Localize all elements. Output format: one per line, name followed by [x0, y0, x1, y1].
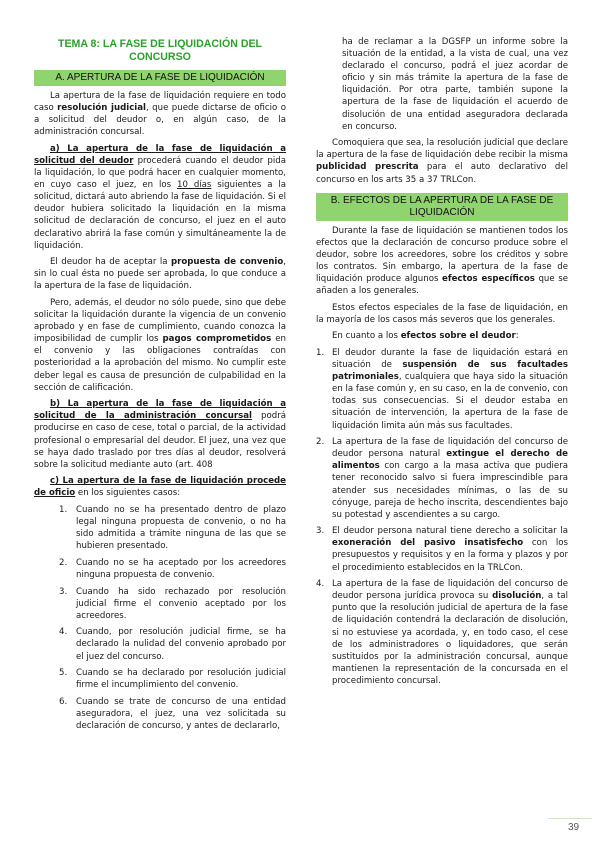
oficio-cases-list	[34, 504, 286, 732]
paragraph: c) La apertura de la fase de liquidación procede de oficio en los siguientes casos:	[34, 476, 286, 499]
section-b-heading: B. EFECTOS DE LA APERTURA DE LA FASE DE LIQUIDACIÓN	[316, 193, 568, 221]
paragraph: a) La apertura de la fase de liquidación a solicitud del deudor procederá cuando el deudor pida la liquidación, lo que podrá hacer en cualquier momento, en cuyo caso el juez, en los 10 días siguientes a la solicitud, dictará auto abriendo la fase de liquidación. Si el deudor hubiera solicitado la liquidación en la misma solicitud de declaración de concurso, el juez en el auto declarativo abrirá la fase común y simultáneamente la de liquidación.	[34, 143, 286, 251]
paragraph: Estos efectos especiales de la fase de liquidación, en la mayoría de los casos más severos que los generales.	[316, 302, 568, 325]
paragraph: La apertura de la fase de liquidación requiere en todo caso resolución judicial, que puede dictarse de oficio o a solicitud del deudor o, en algún caso, de la administración concursal.	[34, 91, 286, 138]
paragraph: El deudor ha de aceptar la propuesta de convenio, sin lo cual ésta no puede ser aprobada, lo que conduce a la apertura de la fase de liquidación.	[34, 257, 286, 292]
paragraph: Comoquiera que sea, la resolución judicial que declare la apertura de la fase de liquidación debe recibir la misma publicidad prescrita para el auto declarativo del concurso en los arts 35 a 37 TRLCon.	[316, 138, 568, 185]
list-item: 3. Cuando ha sido rechazado por resolución judicial firme el convenio aceptado por los acreedores.	[59, 586, 286, 621]
list-item: 2. Cuando no se ha aceptado por los acreedores ninguna propuesta de convenio.	[59, 557, 286, 580]
paragraph: En cuanto a los efectos sobre el deudor:	[332, 331, 519, 342]
section-a-heading: A. APERTURA DE LA FASE DE LIQUIDACIÓN	[34, 70, 286, 86]
right-column	[316, 36, 568, 692]
footer-divider	[548, 818, 592, 819]
paragraph: Durante la fase de liquidación se mantienen todos los efectos que la declaración de concurso produce sobre el deudor, sobre los acreedores, sobre los créditos y sobre los contratos. Sin embargo, la apertura de la fase de liquidación produce algunos efectos específicos que se añaden a los generales.	[316, 225, 568, 297]
debtor-effects-list	[316, 347, 568, 687]
list-item: 1. El deudor durante la fase de liquidación estará en situación de suspensión de sus facultades patrimoniales, cualquiera que haya sido la situación en la fase común y, en su caso, en la de convenio, con todas sus consecuencias. Si el deudor estaba en situación de intervención, la apertura de la fase de liquidación limita aún más sus facultades.	[316, 347, 568, 431]
list-item: 3. El deudor persona natural tiene derecho a solicitar la exoneración del pasivo insatisfecho con los presupuestos y requisitos y en la forma y plazos y por el procedimiento establecidos en la TRLCon.	[316, 526, 568, 573]
page-title: TEMA 8: LA FASE DE LIQUIDACIÓN DEL CONCURSO	[57, 38, 263, 63]
list-item: 2. La apertura de la fase de liquidación del concurso de deudor persona natural extingue el derecho de alimentos con cargo a la masa activa que pudiera tener reconocido salvo si fuera imprescindible para atender sus necesidades mínimas, o las de su cónyuge, pareja de hecho inscrita, descendientes bajo su potestad y ascendientes a su cargo.	[316, 437, 568, 520]
list-item: 4. Cuando, por resolución judicial firme, se ha declarado la nulidad del convenio aprobado por el juez del concurso.	[59, 627, 286, 662]
paragraph: Pero, además, el deudor no sólo puede, sino que debe solicitar la liquidación durante la vigencia de un convenio aprobado y en fase de cumplimiento, cuando conozca la imposibilidad de cumplir los pagos comprometidos en el convenio y las obligaciones contraídas con posterioridad a la aprobación del mismo. No cumplir este deber legal es causa de presunción de culpabilidad en la sección de calificación.	[34, 298, 287, 393]
list-item: 6. Cuando se trate de concurso de una entidad aseguradora, el juez, una vez solicitada su declaración de concurso, y antes de declararlo,	[59, 696, 286, 731]
list-item: 1. Cuando no se ha presentado dentro de plazo legal ninguna propuesta de convenio, o no ha sido admitida a trámite ninguna de las que se hubieren presentado.	[59, 505, 286, 552]
page-number: 39	[568, 822, 580, 833]
list-item: 5. Cuando se ha declarado por resolución judicial firme el incumplimiento del convenio.	[59, 668, 286, 691]
left-column	[34, 36, 286, 737]
list-item: 4. La apertura de la fase de liquidación del concurso de deudor persona jurídica provoca su disolución, a tal punto que la resolución judicial de apertura de la fase de liquidación contendrá la declaración de disolución, si no estuviese ya acordada, y, en todo caso, el cese de los administradores o liquidadores, que serán sustituidos por la administración concursal, aunque mantienen la representación de la concursada en el procedimiento concursal.	[316, 579, 568, 686]
list-continuation: ha de reclamar a la DGSFP un informe sobre la situación de la entidad, a la vista de cual, una vez declarado el concurso, podrá el juez acordar de oficio y sin más trámite la apertura de la fase de liquidación. Por otra parte, también supone la apertura de la fase de liquidación el acuerdo de disolución de una entidad aseguradora declarada en concurso.	[342, 37, 568, 132]
paragraph: b) La apertura de la fase de liquidación a solicitud de la administración concursal podrá producirse en caso de cese, total o parcial, de la actividad profesional o empresarial del deudor. El juez, una vez que se haya dado traslado por tres días al deudor, resolverá sobre la solicitud mediante auto (art. 408	[34, 399, 287, 470]
